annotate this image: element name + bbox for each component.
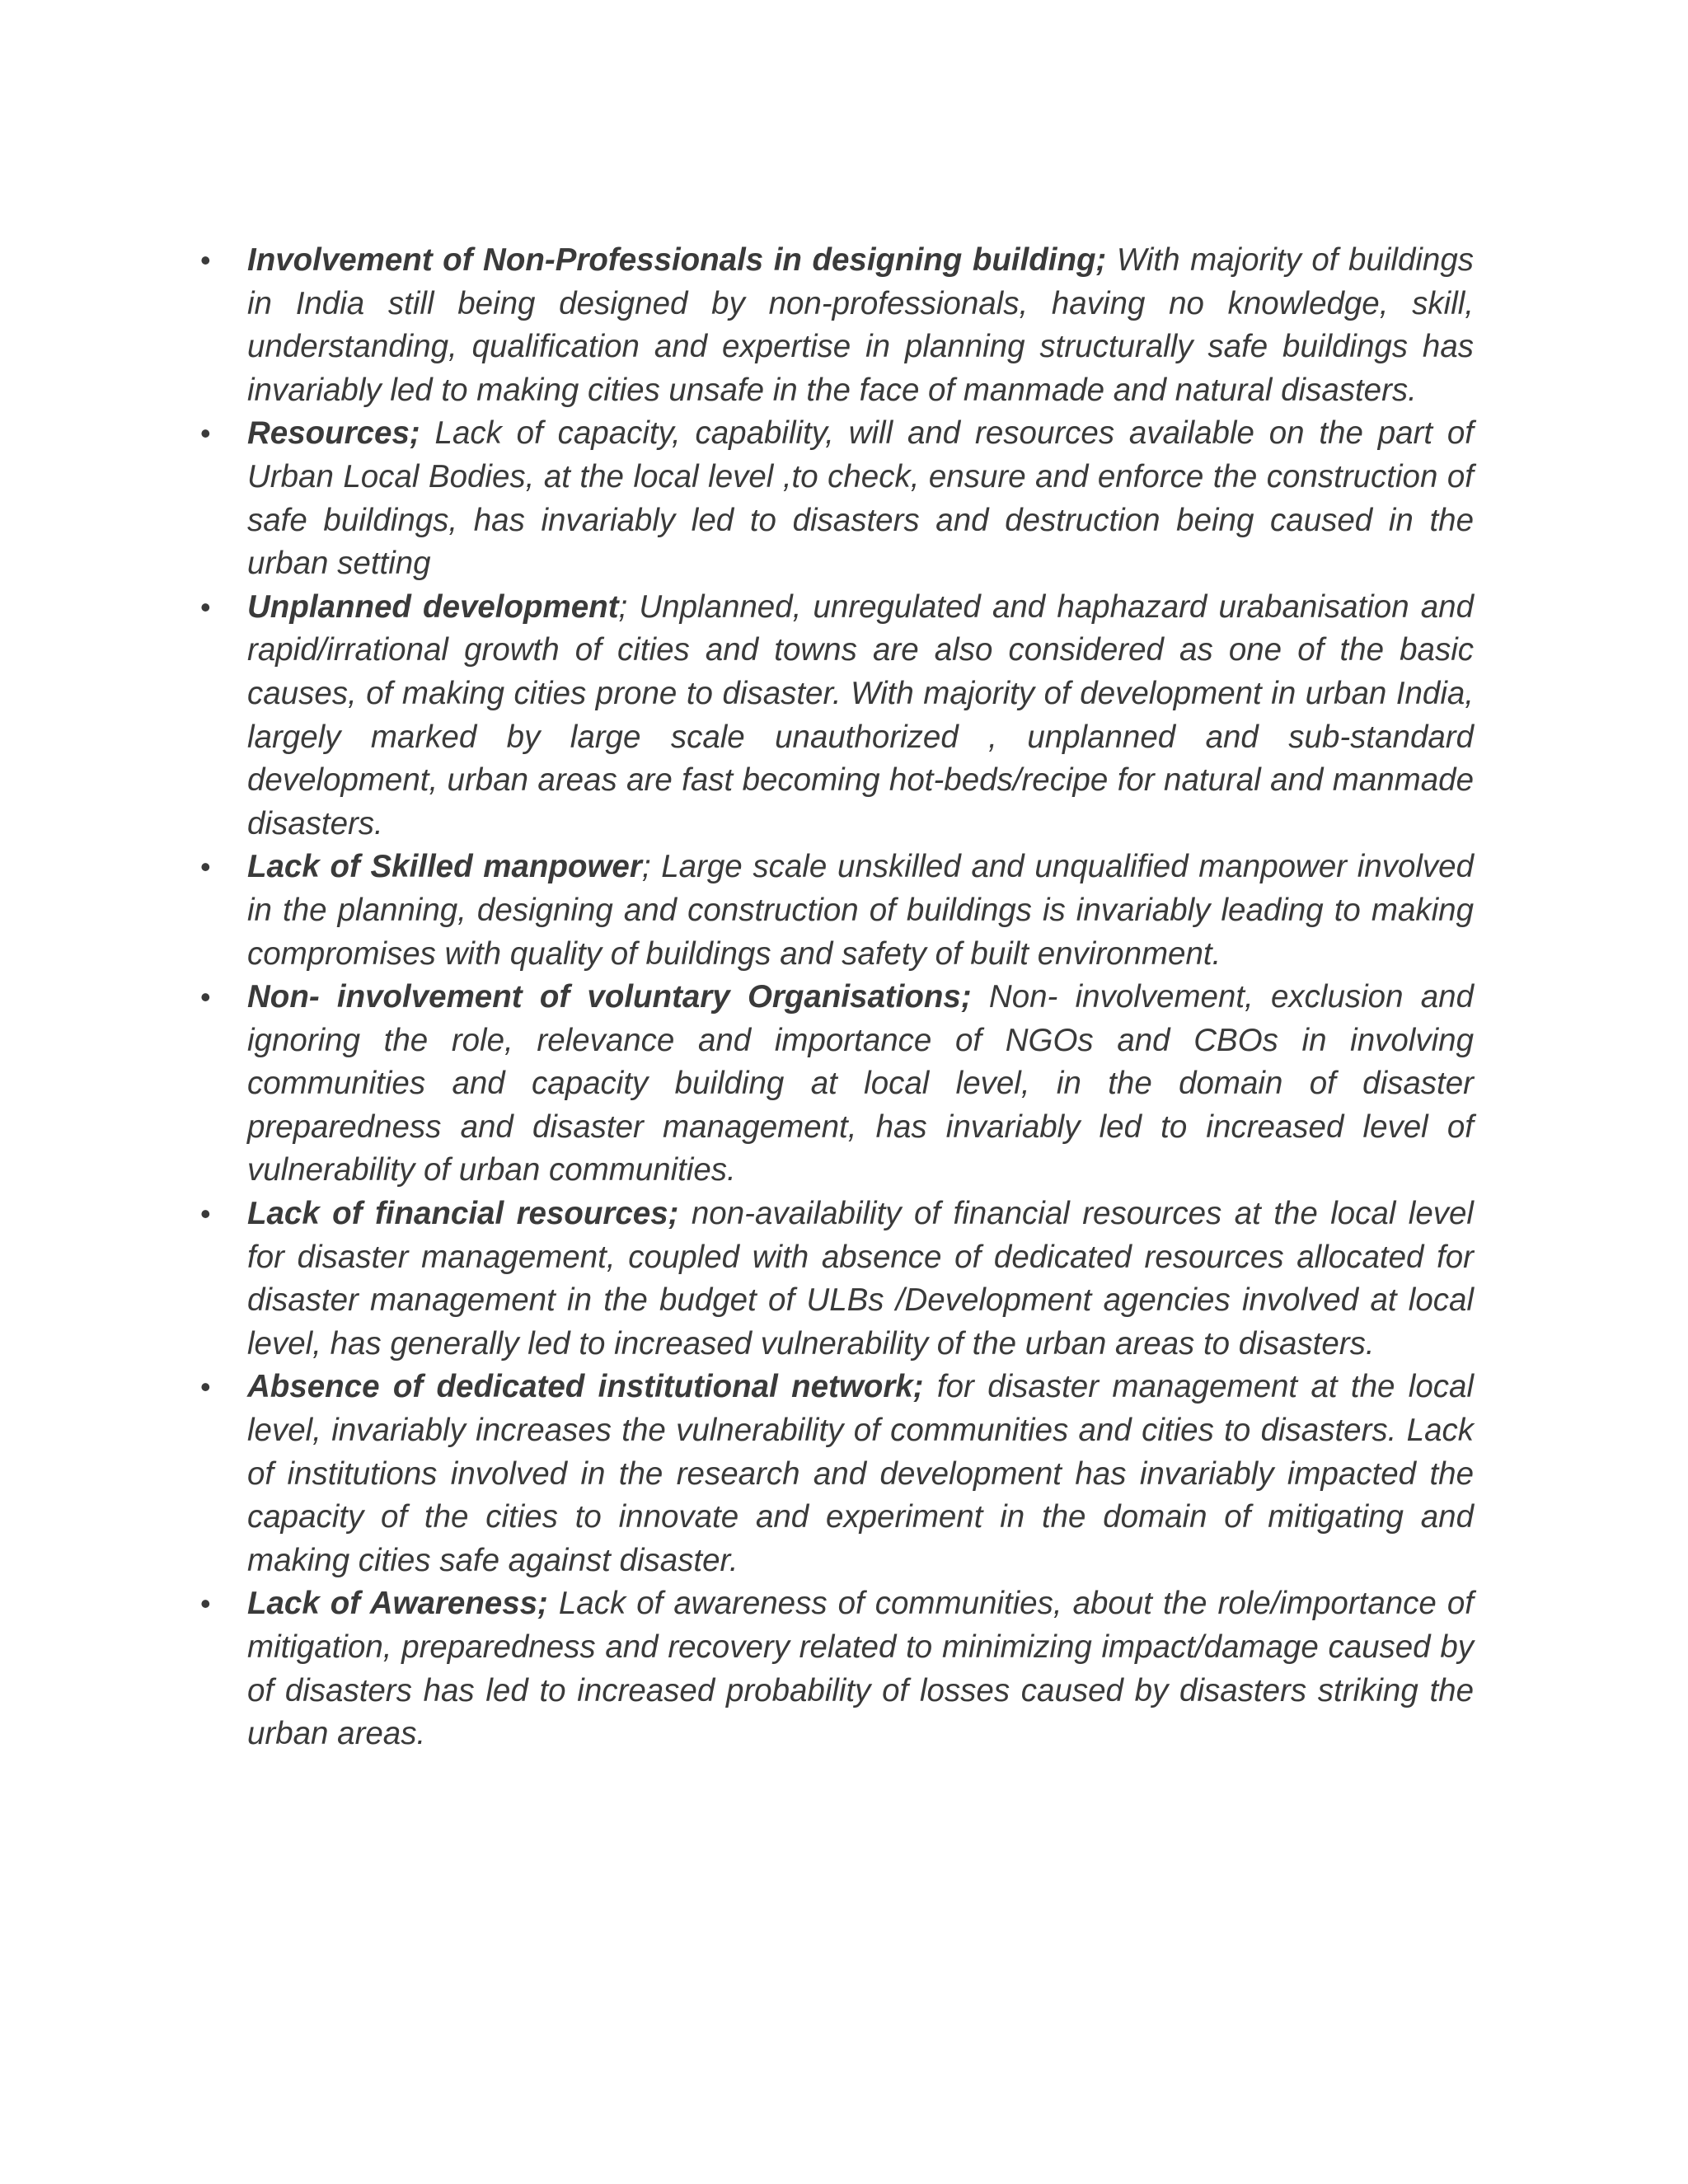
bullet-icon: • <box>200 1370 211 1404</box>
bullet-icon: • <box>200 416 211 451</box>
item-body: Lack of awareness of communities, about the role/importance of mitigation, preparedness and recovery related to minimizing impact/damage caused by of disasters has led to increased probability of losses caused by disasters striking the urban areas. <box>247 1586 1474 1752</box>
list-item <box>200 976 1474 1193</box>
bullet-icon: • <box>200 1197 211 1231</box>
item-term: Non- involvement of voluntary Organisations; <box>247 979 972 1015</box>
bullet-icon: • <box>200 980 211 1015</box>
list-item <box>200 586 1474 846</box>
item-term: Lack of Awareness; <box>247 1586 548 1622</box>
item-term: Lack of financial resources; <box>247 1196 679 1232</box>
list-item <box>200 412 1474 585</box>
list-item <box>200 239 1474 412</box>
item-term: Unplanned development <box>247 588 619 625</box>
list-item <box>200 846 1475 976</box>
item-body: Non- involvement, exclusion and ignoring the role, relevance and importance of NGOs and CBOs in involving communities and capacity building at local level, in the domain of disaster preparedness and disaster management, has invariably led to increased level of vulnerability of urban communities. <box>247 979 1474 1188</box>
item-body: ; Unplanned, unregulated and haphazard urabanisation and rapid/irrational growth of cities and towns are also considered as one of the basic causes, of making cities prone to disaster. With majority of development in urban India, largely marked by large scale unauthorized , unplanned and sub-standard development, urban areas are fast becoming hot-beds/recipe for natural and manmade disasters. <box>247 588 1474 841</box>
list-item <box>200 1193 1474 1366</box>
list-item <box>200 1366 1474 1582</box>
bullet-list <box>200 239 1475 1756</box>
bullet-icon: • <box>200 1586 211 1621</box>
item-body: non-availability of financial resources at the local level for disaster management, coupled with absence of dedicated resources allocated for disaster management in the budget of ULBs /Development agencies involved at local level, has generally led to increased vulnerability of the urban areas to disasters. <box>247 1196 1474 1361</box>
item-term: Resources; <box>247 415 420 452</box>
item-term: Absence of dedicated institutional network; <box>247 1369 924 1405</box>
item-body: ; Large scale unskilled and unqualified manpower involved in the planning, designing and construction of buildings is invariably leading to making compromises with quality of buildings and safety of built environment. <box>247 849 1475 972</box>
item-term: Involvement of Non-Professionals in designing building; <box>247 242 1107 278</box>
item-body: Lack of capacity, capability, will and resources available on the part of Urban Local Bodies, at the local level ,to check, ensure and enforce the construction of safe buildings, has invariably led to disasters and destruction being caused in the urban setting <box>247 415 1474 582</box>
item-body: With majority of buildings in India still being designed by non-professionals, having no knowledge, skill, understanding, qualification and expertise in planning structurally safe buildings has invariably led to making cities unsafe in the face of manmade and natural disasters. <box>247 242 1474 408</box>
bullet-icon: • <box>200 243 211 277</box>
item-body: for disaster management at the local level, invariably increases the vulnerability of communities and cities to disasters. Lack of institutions involved in the research and development has invariably impacted the capacity of the cities to innovate and experiment in the domain of mitigating and making cities safe against disaster. <box>247 1369 1474 1578</box>
item-term: Lack of Skilled manpower <box>247 849 642 885</box>
bullet-icon: • <box>200 589 211 624</box>
list-item <box>200 1582 1474 1755</box>
bullet-icon: • <box>200 850 211 884</box>
